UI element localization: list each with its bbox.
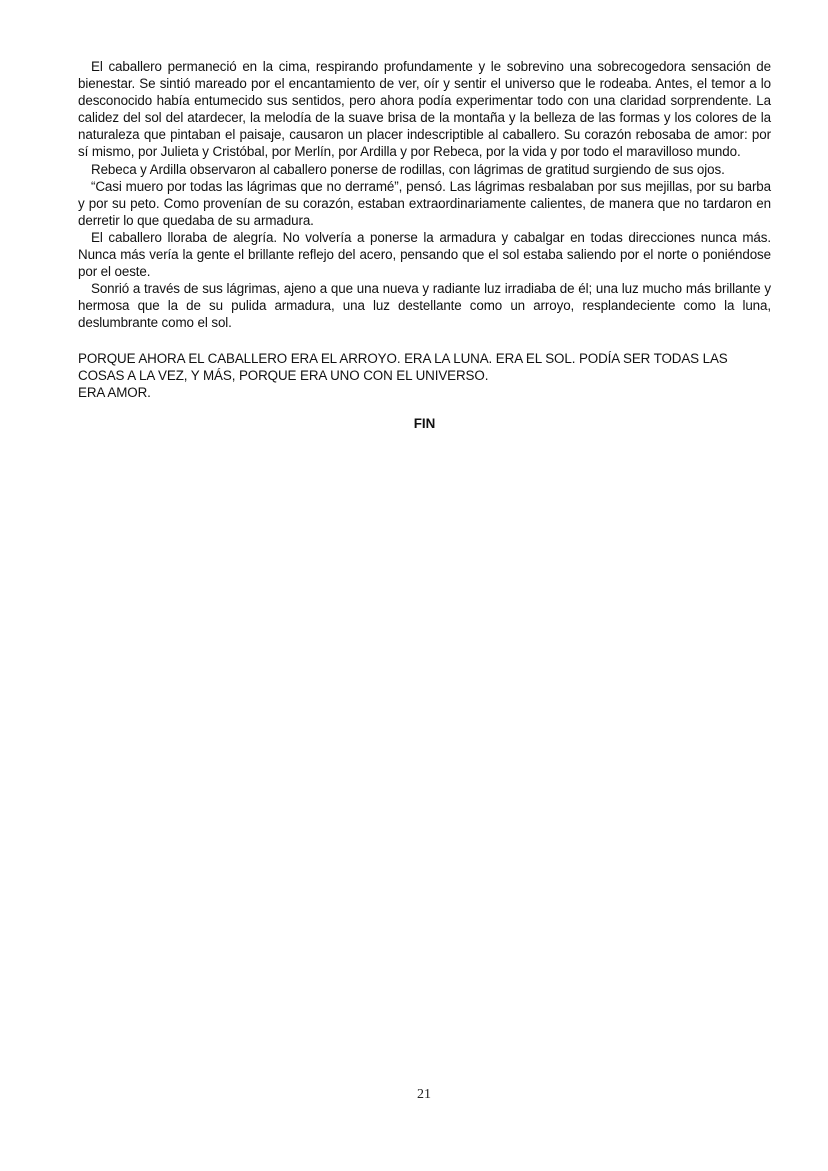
paragraph-1: El caballero permaneció en la cima, respirando profundamente y le sobrevino una sobrecogedora sensación de bienestar. Se sintió mareado por el encantamiento de ver, oír y sentir el universo que le rodeaba. Antes, el temor a lo desconocido había entumecido sus sentidos, pero ahora podía experimentar todo con una claridad sorprendente. La calidez del sol del atardecer, la melodía de la suave brisa de la montaña y la belleza de las formas y los colores de la naturaleza que pintaban el paisaje, causaron un placer indescriptible al caballero. Su corazón rebosaba de amor: por sí mismo, por Julieta y Cristóbal, por Merlín, por Ardilla y por Rebeca, por la vida y por todo el maravilloso mundo. <box>78 59 771 160</box>
closing-line-2: ERA AMOR. <box>78 384 151 400</box>
paragraph-2: Rebeca y Ardilla observaron al caballero ponerse de rodillas, con lágrimas de gratitud surgiendo de sus ojos. <box>91 161 725 177</box>
document-page <box>78 58 771 432</box>
paragraph-5: Sonrió a través de sus lágrimas, ajeno a que una nueva y radiante luz irradiaba de él; una luz mucho más brillante y hermosa que la de su pulida armadura, una luz destellante como un arroyo, resplandeciente como la luna, deslumbrante como el sol. <box>78 281 771 331</box>
end-marker: FIN <box>413 415 436 431</box>
page-number: 21 <box>417 1087 431 1102</box>
paragraph-3: “Casi muero por todas las lágrimas que no derramé”, pensó. Las lágrimas resbalaban por sus mejillas, por su barba y por su peto. Como provenían de su corazón, estaban extraordinariamente calientes, de manera que no tardaron en derretir lo que quedaba de su armadura. <box>78 178 771 228</box>
closing-line-1: PORQUE AHORA EL CABALLERO ERA EL ARROYO. ERA LA LUNA. ERA EL SOL. PODÍA SER TODAS LAS COSAS A LA VEZ, Y MÁS, PORQUE ERA UNO CON EL UNIVERSO. <box>78 350 728 383</box>
paragraph-4: El caballero lloraba de alegría. No volvería a ponerse la armadura y cabalgar en todas direcciones nunca más. Nunca más vería la gente el brillante reflejo del acero, pensando que el sol estaba saliendo por el norte o poniéndose por el oeste. <box>78 229 771 280</box>
closing-statement <box>78 350 771 401</box>
